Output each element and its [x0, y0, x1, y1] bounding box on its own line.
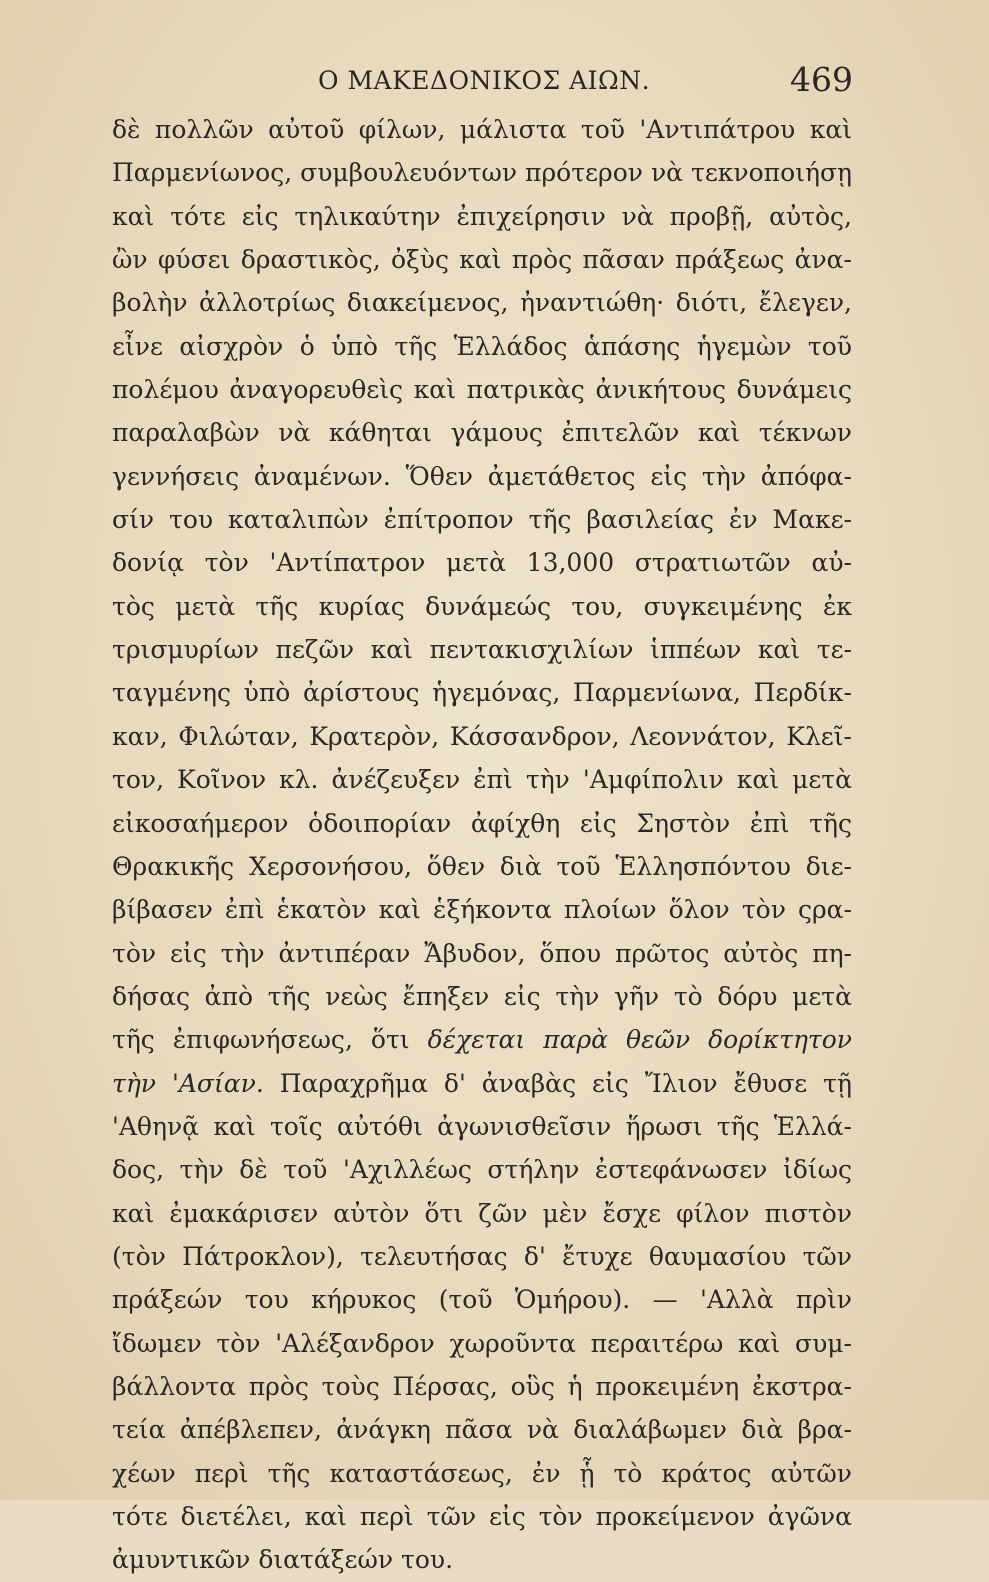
text-line: δήσας ἀπὸ τῆς νεὼς ἔπηξεν εἰς τὴν γῆν τὸ δόρυ μετὰ	[112, 981, 852, 1011]
text-line: τρισμυρίων πεζῶν καὶ πεντακισχιλίων ἱππέων καὶ τε-	[112, 635, 852, 665]
text-line: τὴν 'Ασίαν. Παραχρῆμα δ' ἀναβὰς εἰς Ἴλιον ἔθυσε τῇ	[112, 1068, 852, 1098]
text-line: βάλλοντα πρὸς τοὺς Πέρσας, οὓς ἡ προκειμένη ἐκστρα-	[112, 1371, 852, 1401]
text-line: δονίᾳ τὸν 'Αντίπατρον μετὰ 13,000 στρατιωτῶν αὐ-	[112, 548, 852, 578]
text-line: τεία ἀπέβλεπεν, ἀνάγκη πᾶσα νὰ διαλάβωμεν διὰ βρα-	[112, 1415, 852, 1445]
text-line: τὸν εἰς τὴν ἀντιπέραν Ἄβυδον, ὅπου πρῶτος αὐτὸς πη-	[112, 938, 852, 968]
text-line: δος, τὴν δὲ τοῦ 'Αχιλλέως στήλην ἐστεφάνωσεν ἰδίως	[112, 1155, 852, 1185]
italic-quote: τὴν 'Ασίαν.	[112, 1068, 264, 1098]
running-head	[0, 62, 989, 102]
text-line: καὶ ἐμακάρισεν αὐτὸν ὅτι ζῶν μὲν ἔσχε φίλον πιστὸν	[112, 1198, 852, 1228]
text-line: βίβασεν ἐπὶ ἑκατὸν καὶ ἑξήκοντα πλοίων ὅλον τὸν ςρα-	[112, 895, 852, 925]
text-line: πολέμου ἀναγορευθεὶς καὶ πατρικὰς ἀνικήτους δυνάμεις	[112, 375, 852, 405]
body-text	[112, 108, 852, 1582]
text-line: τότε διετέλει, καὶ περὶ τῶν εἰς τὸν προκείμενον ἀγῶνα	[112, 1502, 852, 1531]
text-line: τῆς ἐπιφωνήσεως, ὅτι δέχεται παρὰ θεῶν δορίκτητον	[112, 1025, 852, 1055]
text-line: τὸς μετὰ τῆς κυρίας δυνάμεώς του, συγκειμένης ἐκ	[112, 591, 852, 621]
text-line: ἴδωμεν τὸν 'Αλέξανδρον χωροῦντα περαιτέρω καὶ συμ-	[112, 1328, 852, 1358]
text-line: ὢν φύσει δραστικὸς, ὀξὺς καὶ πρὸς πᾶσαν πράξεως ἀνα-	[112, 245, 852, 275]
text-line: χέων περὶ τῆς καταστάσεως, ἐν ᾗ τὸ κράτος αὐτῶν	[112, 1458, 852, 1488]
text-line: τον, Κοῖνον κλ. ἀνέζευξεν ἐπὶ τὴν 'Αμφίπολιν καὶ μετὰ	[112, 765, 852, 795]
italic-quote: δέχεται παρὰ θεῶν δορίκτητον	[427, 1025, 852, 1055]
text-line: καν, Φιλώταν, Κρατερὸν, Κάσσανδρον, Λεοννάτον, Κλεῖ-	[112, 721, 852, 751]
text-line: Παρμενίωνος, συμβουλευόντων πρότερον νὰ τεκνοποιήσῃ	[112, 158, 852, 188]
text-line: σίν του καταλιπὼν ἐπίτροπον τῆς βασιλείας ἐν Μακε-	[112, 505, 852, 535]
text-line: (τὸν Πάτροκλον), τελευτήσας δ' ἔτυχε θαυμασίου τῶν	[112, 1241, 852, 1271]
text-line: ταγμένης ὑπὸ ἀρίστους ἡγεμόνας, Παρμενίωνα, Περδίκ-	[112, 678, 852, 708]
text-line: ἀμυντικῶν διατάξεών του.	[112, 1545, 454, 1575]
running-title: Ο ΜΑΚΕΔΟΝΙΚΟΣ ΑΙΩΝ.	[318, 66, 651, 95]
text-line: Θρακικῆς Χερσονήσου, ὅθεν διὰ τοῦ Ἑλλησπόντου διε-	[112, 851, 852, 881]
text-line: γεννήσεις ἀναμένων. Ὅθεν ἀμετάθετος εἰς τὴν ἀπόφα-	[112, 461, 852, 491]
page-number: 469	[790, 60, 853, 99]
text-line: δὲ πολλῶν αὐτοῦ φίλων, μάλιστα τοῦ 'Αντιπάτρου καὶ	[112, 115, 852, 144]
text-line: παραλαβὼν νὰ κάθηται γάμους ἐπιτελῶν καὶ τέκνων	[112, 418, 852, 448]
text-line: πράξεών του κήρυκος (τοῦ Ὁμήρου). — 'Αλλὰ πρὶν	[112, 1285, 852, 1315]
text-line: καὶ τότε εἰς τηλικαύτην ἐπιχείρησιν νὰ προβῇ, αὐτὸς,	[112, 201, 852, 231]
text-line: εἰκοσαήμερον ὁδοιπορίαν ἀφίχθη εἰς Σηστὸν ἐπὶ τῆς	[112, 808, 852, 838]
text-line: βολὴν ἀλλοτρίως διακείμενος, ἠναντιώθη· διότι, ἔλεγεν,	[112, 288, 852, 318]
text-line: 'Αθηνᾷ καὶ τοῖς αὐτόθι ἀγωνισθεῖσιν ἥρωσι τῆς Ἑλλά-	[112, 1111, 852, 1141]
text-line: εἶνε αἰσχρὸν ὁ ὑπὸ τῆς Ἑλλάδος ἁπάσης ἡγεμὼν τοῦ	[112, 331, 852, 361]
